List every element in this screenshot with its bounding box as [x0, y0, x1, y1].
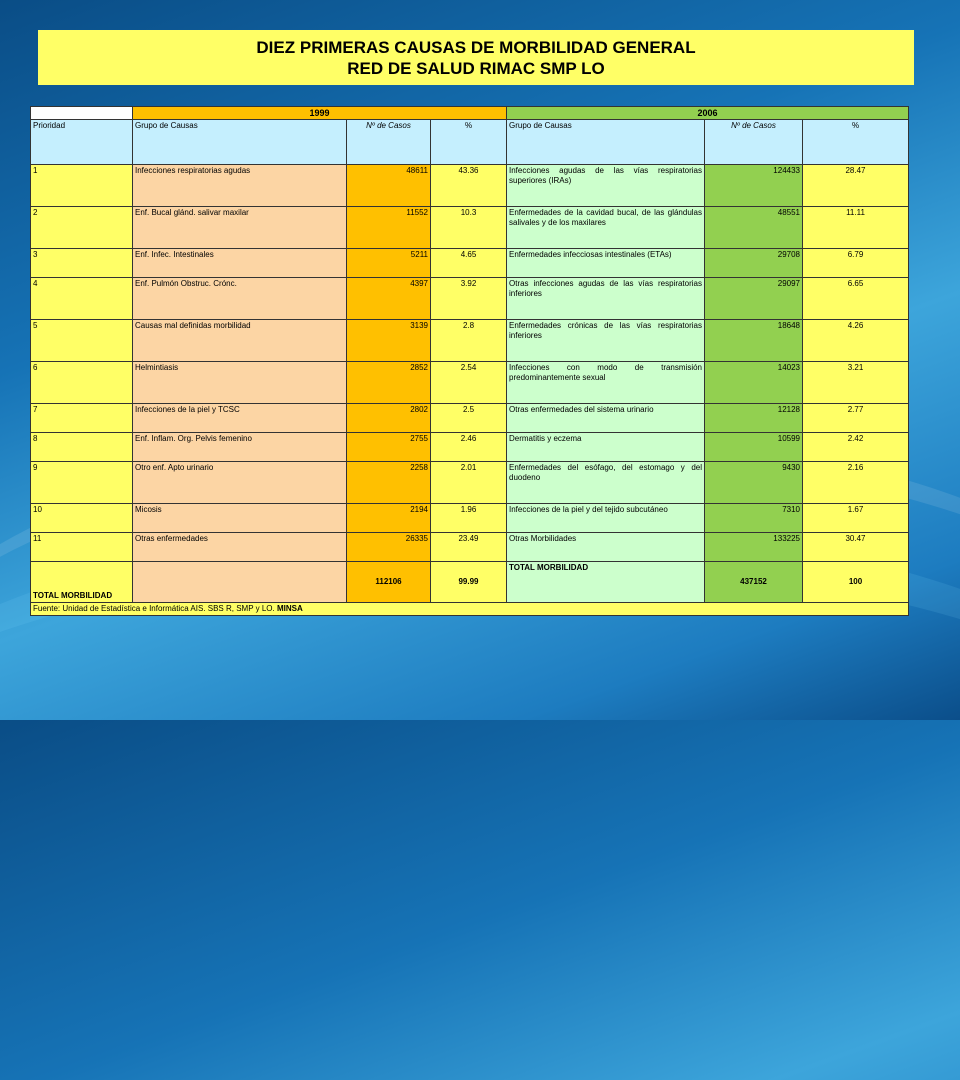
column-header-row	[31, 120, 909, 165]
cell-pct-2006: 2.42	[803, 433, 909, 462]
cell-prioridad: 11	[31, 533, 133, 562]
cell-pct-2006: 28.47	[803, 165, 909, 207]
cell-prioridad: 6	[31, 362, 133, 404]
cell-casos-2006: 12128	[705, 404, 803, 433]
table-row	[31, 433, 909, 462]
cell-casos-1999: 5211	[347, 249, 431, 278]
table-row	[31, 249, 909, 278]
cell-prioridad: 9	[31, 462, 133, 504]
title-line-2: RED DE SALUD RIMAC SMP LO	[347, 58, 605, 78]
cell-grupo-2006: Dermatitis y eczema	[507, 433, 705, 462]
cell-prioridad: 10	[31, 504, 133, 533]
cell-grupo-1999: Enf. Pulmón Obstruc. Crónc.	[133, 278, 347, 320]
table-row	[31, 320, 909, 362]
cell-prioridad: 1	[31, 165, 133, 207]
cell-grupo-2006: Otras Morbilidades	[507, 533, 705, 562]
cell-casos-1999: 11552	[347, 207, 431, 249]
table-row	[31, 504, 909, 533]
cell-grupo-2006: Enfermedades de la cavidad bucal, de las glándulas salivales y de los maxilares	[507, 207, 705, 249]
total-casos-2006: 437152	[705, 562, 803, 603]
header-pct-1999: %	[431, 120, 507, 165]
source-row	[31, 603, 909, 616]
cell-grupo-2006: Enfermedades crónicas de las vías respiratorias inferiores	[507, 320, 705, 362]
cell-casos-2006: 48551	[705, 207, 803, 249]
table-row	[31, 533, 909, 562]
table-row	[31, 165, 909, 207]
cell-casos-1999: 4397	[347, 278, 431, 320]
source-bold: MINSA	[276, 604, 303, 613]
cell-casos-1999: 48611	[347, 165, 431, 207]
cell-casos-2006: 18648	[705, 320, 803, 362]
cell-pct-1999: 23.49	[431, 533, 507, 562]
cell-pct-1999: 4.65	[431, 249, 507, 278]
table-row	[31, 462, 909, 504]
cell-pct-1999: 2.5	[431, 404, 507, 433]
cell-grupo-1999: Otras enfermedades	[133, 533, 347, 562]
table-row	[31, 404, 909, 433]
cell-pct-1999: 3.92	[431, 278, 507, 320]
cell-prioridad: 5	[31, 320, 133, 362]
cell-pct-2006: 4.26	[803, 320, 909, 362]
title-banner	[38, 30, 914, 85]
cell-casos-2006: 9430	[705, 462, 803, 504]
cell-casos-2006: 29708	[705, 249, 803, 278]
header-casos-2006: Nº de Casos	[705, 120, 803, 165]
cell-casos-1999: 2258	[347, 462, 431, 504]
cell-casos-1999: 2755	[347, 433, 431, 462]
cell-casos-2006: 10599	[705, 433, 803, 462]
cell-prioridad: 8	[31, 433, 133, 462]
cell-pct-1999: 2.8	[431, 320, 507, 362]
cell-grupo-2006: Infecciones de la piel y del tejido subcutáneo	[507, 504, 705, 533]
cell-pct-1999: 2.01	[431, 462, 507, 504]
morbidity-table	[30, 106, 909, 616]
cell-grupo-2006: Enfermedades del esófago, del estomago y del duodeno	[507, 462, 705, 504]
header-pct-2006: %	[803, 120, 909, 165]
year-2006-header: 2006	[507, 107, 909, 120]
cell-pct-2006: 6.79	[803, 249, 909, 278]
cell-pct-2006: 30.47	[803, 533, 909, 562]
cell-casos-1999: 2852	[347, 362, 431, 404]
cell-casos-1999: 2802	[347, 404, 431, 433]
total-row	[31, 562, 909, 603]
header-grupo-2006: Grupo de Causas	[507, 120, 705, 165]
cell-prioridad: 7	[31, 404, 133, 433]
cell-grupo-2006: Otras infecciones agudas de las vías respiratorias inferiores	[507, 278, 705, 320]
source-note	[31, 603, 909, 616]
title-line-1: DIEZ PRIMERAS CAUSAS DE MORBILIDAD GENERAL	[256, 37, 696, 57]
cell-pct-2006: 2.77	[803, 404, 909, 433]
table-row	[31, 207, 909, 249]
cell-prioridad: 4	[31, 278, 133, 320]
cell-pct-1999: 1.96	[431, 504, 507, 533]
total-pct-1999: 99.99	[431, 562, 507, 603]
year-header-blank	[31, 107, 133, 120]
cell-casos-1999: 3139	[347, 320, 431, 362]
cell-casos-1999: 26335	[347, 533, 431, 562]
cell-casos-2006: 133225	[705, 533, 803, 562]
cell-pct-1999: 2.46	[431, 433, 507, 462]
total-blank-1999	[133, 562, 347, 603]
header-grupo-1999: Grupo de Causas	[133, 120, 347, 165]
table-row	[31, 362, 909, 404]
cell-grupo-2006: Otras enfermedades del sistema urinario	[507, 404, 705, 433]
cell-grupo-1999: Helmintiasis	[133, 362, 347, 404]
cell-casos-2006: 14023	[705, 362, 803, 404]
header-casos-1999: Nº de Casos	[347, 120, 431, 165]
cell-grupo-2006: Infecciones con modo de transmisión predominantemente sexual	[507, 362, 705, 404]
cell-pct-2006: 6.65	[803, 278, 909, 320]
table-row	[31, 278, 909, 320]
cell-grupo-2006: Infecciones agudas de las vías respiratorias superiores (IRAs)	[507, 165, 705, 207]
cell-casos-2006: 29097	[705, 278, 803, 320]
total-label-2006: TOTAL MORBILIDAD	[507, 562, 705, 603]
cell-grupo-1999: Enf. Inflam. Org. Pelvis femenino	[133, 433, 347, 462]
cell-grupo-1999: Micosis	[133, 504, 347, 533]
cell-grupo-1999: Infecciones de la piel y TCSC	[133, 404, 347, 433]
cell-pct-2006: 2.16	[803, 462, 909, 504]
morbidity-table-container	[30, 106, 908, 616]
cell-grupo-1999: Enf. Infec. Intestinales	[133, 249, 347, 278]
cell-casos-2006: 7310	[705, 504, 803, 533]
cell-grupo-1999: Infecciones respiratorias agudas	[133, 165, 347, 207]
cell-prioridad: 3	[31, 249, 133, 278]
total-pct-2006: 100	[803, 562, 909, 603]
cell-pct-2006: 3.21	[803, 362, 909, 404]
cell-pct-2006: 11.11	[803, 207, 909, 249]
header-prioridad: Prioridad	[31, 120, 133, 165]
source-text: Fuente: Unidad de Estadística e Informática AIS. SBS R, SMP y LO.	[33, 604, 275, 613]
cell-pct-1999: 10.3	[431, 207, 507, 249]
cell-grupo-1999: Causas mal definidas morbilidad	[133, 320, 347, 362]
year-1999-header: 1999	[133, 107, 507, 120]
cell-casos-2006: 124433	[705, 165, 803, 207]
cell-grupo-1999: Enf. Bucal glánd. salivar maxilar	[133, 207, 347, 249]
cell-pct-1999: 43.36	[431, 165, 507, 207]
total-label-1999: TOTAL MORBILIDAD	[31, 562, 133, 603]
cell-prioridad: 2	[31, 207, 133, 249]
cell-pct-2006: 1.67	[803, 504, 909, 533]
cell-grupo-2006: Enfermedades infecciosas intestinales (ETAs)	[507, 249, 705, 278]
cell-casos-1999: 2194	[347, 504, 431, 533]
total-casos-1999: 112106	[347, 562, 431, 603]
cell-grupo-1999: Otro enf. Apto urinario	[133, 462, 347, 504]
year-header-row	[31, 107, 909, 120]
cell-pct-1999: 2.54	[431, 362, 507, 404]
